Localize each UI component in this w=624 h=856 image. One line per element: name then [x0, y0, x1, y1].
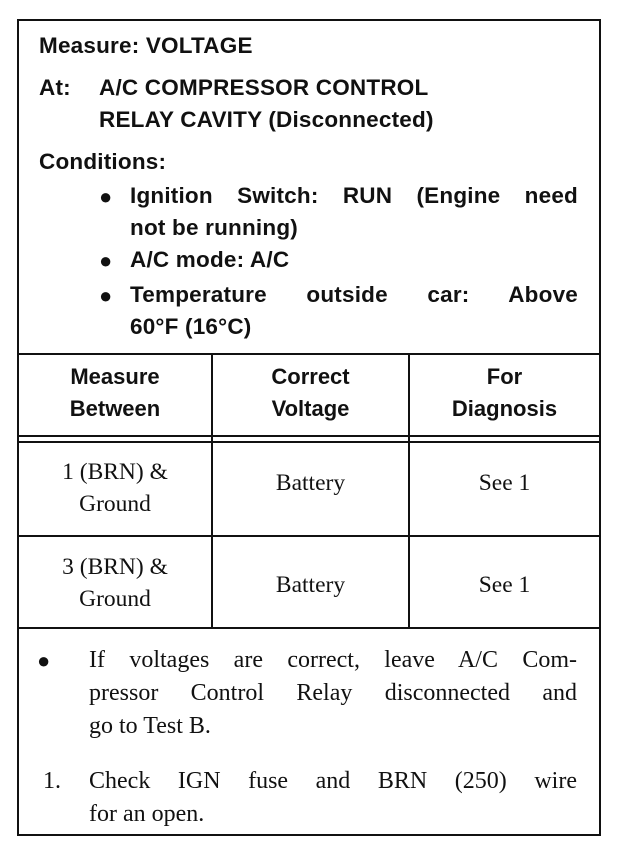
at-line-2: RELAY CAVITY (Disconnected)	[99, 107, 434, 132]
table-row-2-between	[19, 551, 211, 615]
divider	[19, 441, 599, 443]
at-label: At:	[39, 75, 71, 100]
table-row-1-voltage: Battery	[275, 470, 346, 496]
column-header-line: Voltage	[271, 396, 350, 421]
numbered-marker: 1.	[43, 768, 61, 794]
condition-text: 60°F (16°C)	[130, 314, 252, 339]
table-row-1-diagnosis: See 1	[478, 470, 531, 496]
note-line: If voltages are correct, leave A/C Com-	[89, 647, 577, 673]
bullet-icon: ●	[37, 648, 51, 673]
measure-label: Measure:	[39, 33, 140, 58]
cell-line: Ground	[79, 586, 151, 612]
measure-value: VOLTAGE	[145, 33, 253, 58]
condition-text: A/C mode: A/C	[130, 247, 290, 272]
column-header-measure-between	[19, 361, 211, 425]
measure-line	[39, 33, 253, 59]
column-header-correct-voltage	[213, 361, 408, 425]
column-header-line: For	[486, 364, 523, 389]
note-line: pressor Control Relay disconnected and	[89, 680, 577, 706]
divider	[19, 353, 599, 355]
numbered-note	[89, 765, 577, 831]
table-row-1-between	[19, 456, 211, 520]
cell-line: 3 (BRN) &	[62, 554, 168, 580]
table-row-2-voltage: Battery	[275, 572, 346, 598]
conditions-label: Conditions:	[39, 149, 167, 174]
bullet-icon: ●	[99, 184, 113, 209]
divider	[19, 535, 599, 537]
column-header-line: Between	[69, 396, 161, 421]
test-header	[19, 21, 599, 353]
cell-line: Ground	[79, 491, 151, 517]
condition-text: Temperature outside car: Above	[130, 282, 578, 307]
divider	[19, 627, 599, 629]
bullet-icon: ●	[99, 283, 113, 308]
bullet-note	[89, 644, 577, 743]
table-row-2-diagnosis: See 1	[478, 572, 531, 598]
at-line-1: A/C COMPRESSOR CONTROL	[99, 75, 429, 100]
note-line: go to Test B.	[89, 713, 211, 739]
cell-line: 1 (BRN) &	[62, 459, 168, 485]
condition-text: Ignition Switch: RUN (Engine need	[130, 183, 578, 208]
column-header-line: Measure	[70, 364, 160, 389]
diagnostic-table-frame	[17, 19, 601, 836]
column-header-for-diagnosis	[410, 361, 599, 425]
condition-text: not be running)	[130, 215, 298, 240]
note-line: Check IGN fuse and BRN (250) wire	[89, 768, 577, 794]
column-header-line: Diagnosis	[451, 396, 558, 421]
divider	[19, 435, 599, 437]
bullet-icon: ●	[99, 248, 113, 273]
note-line: for an open.	[89, 801, 205, 827]
column-header-line: Correct	[271, 364, 350, 389]
